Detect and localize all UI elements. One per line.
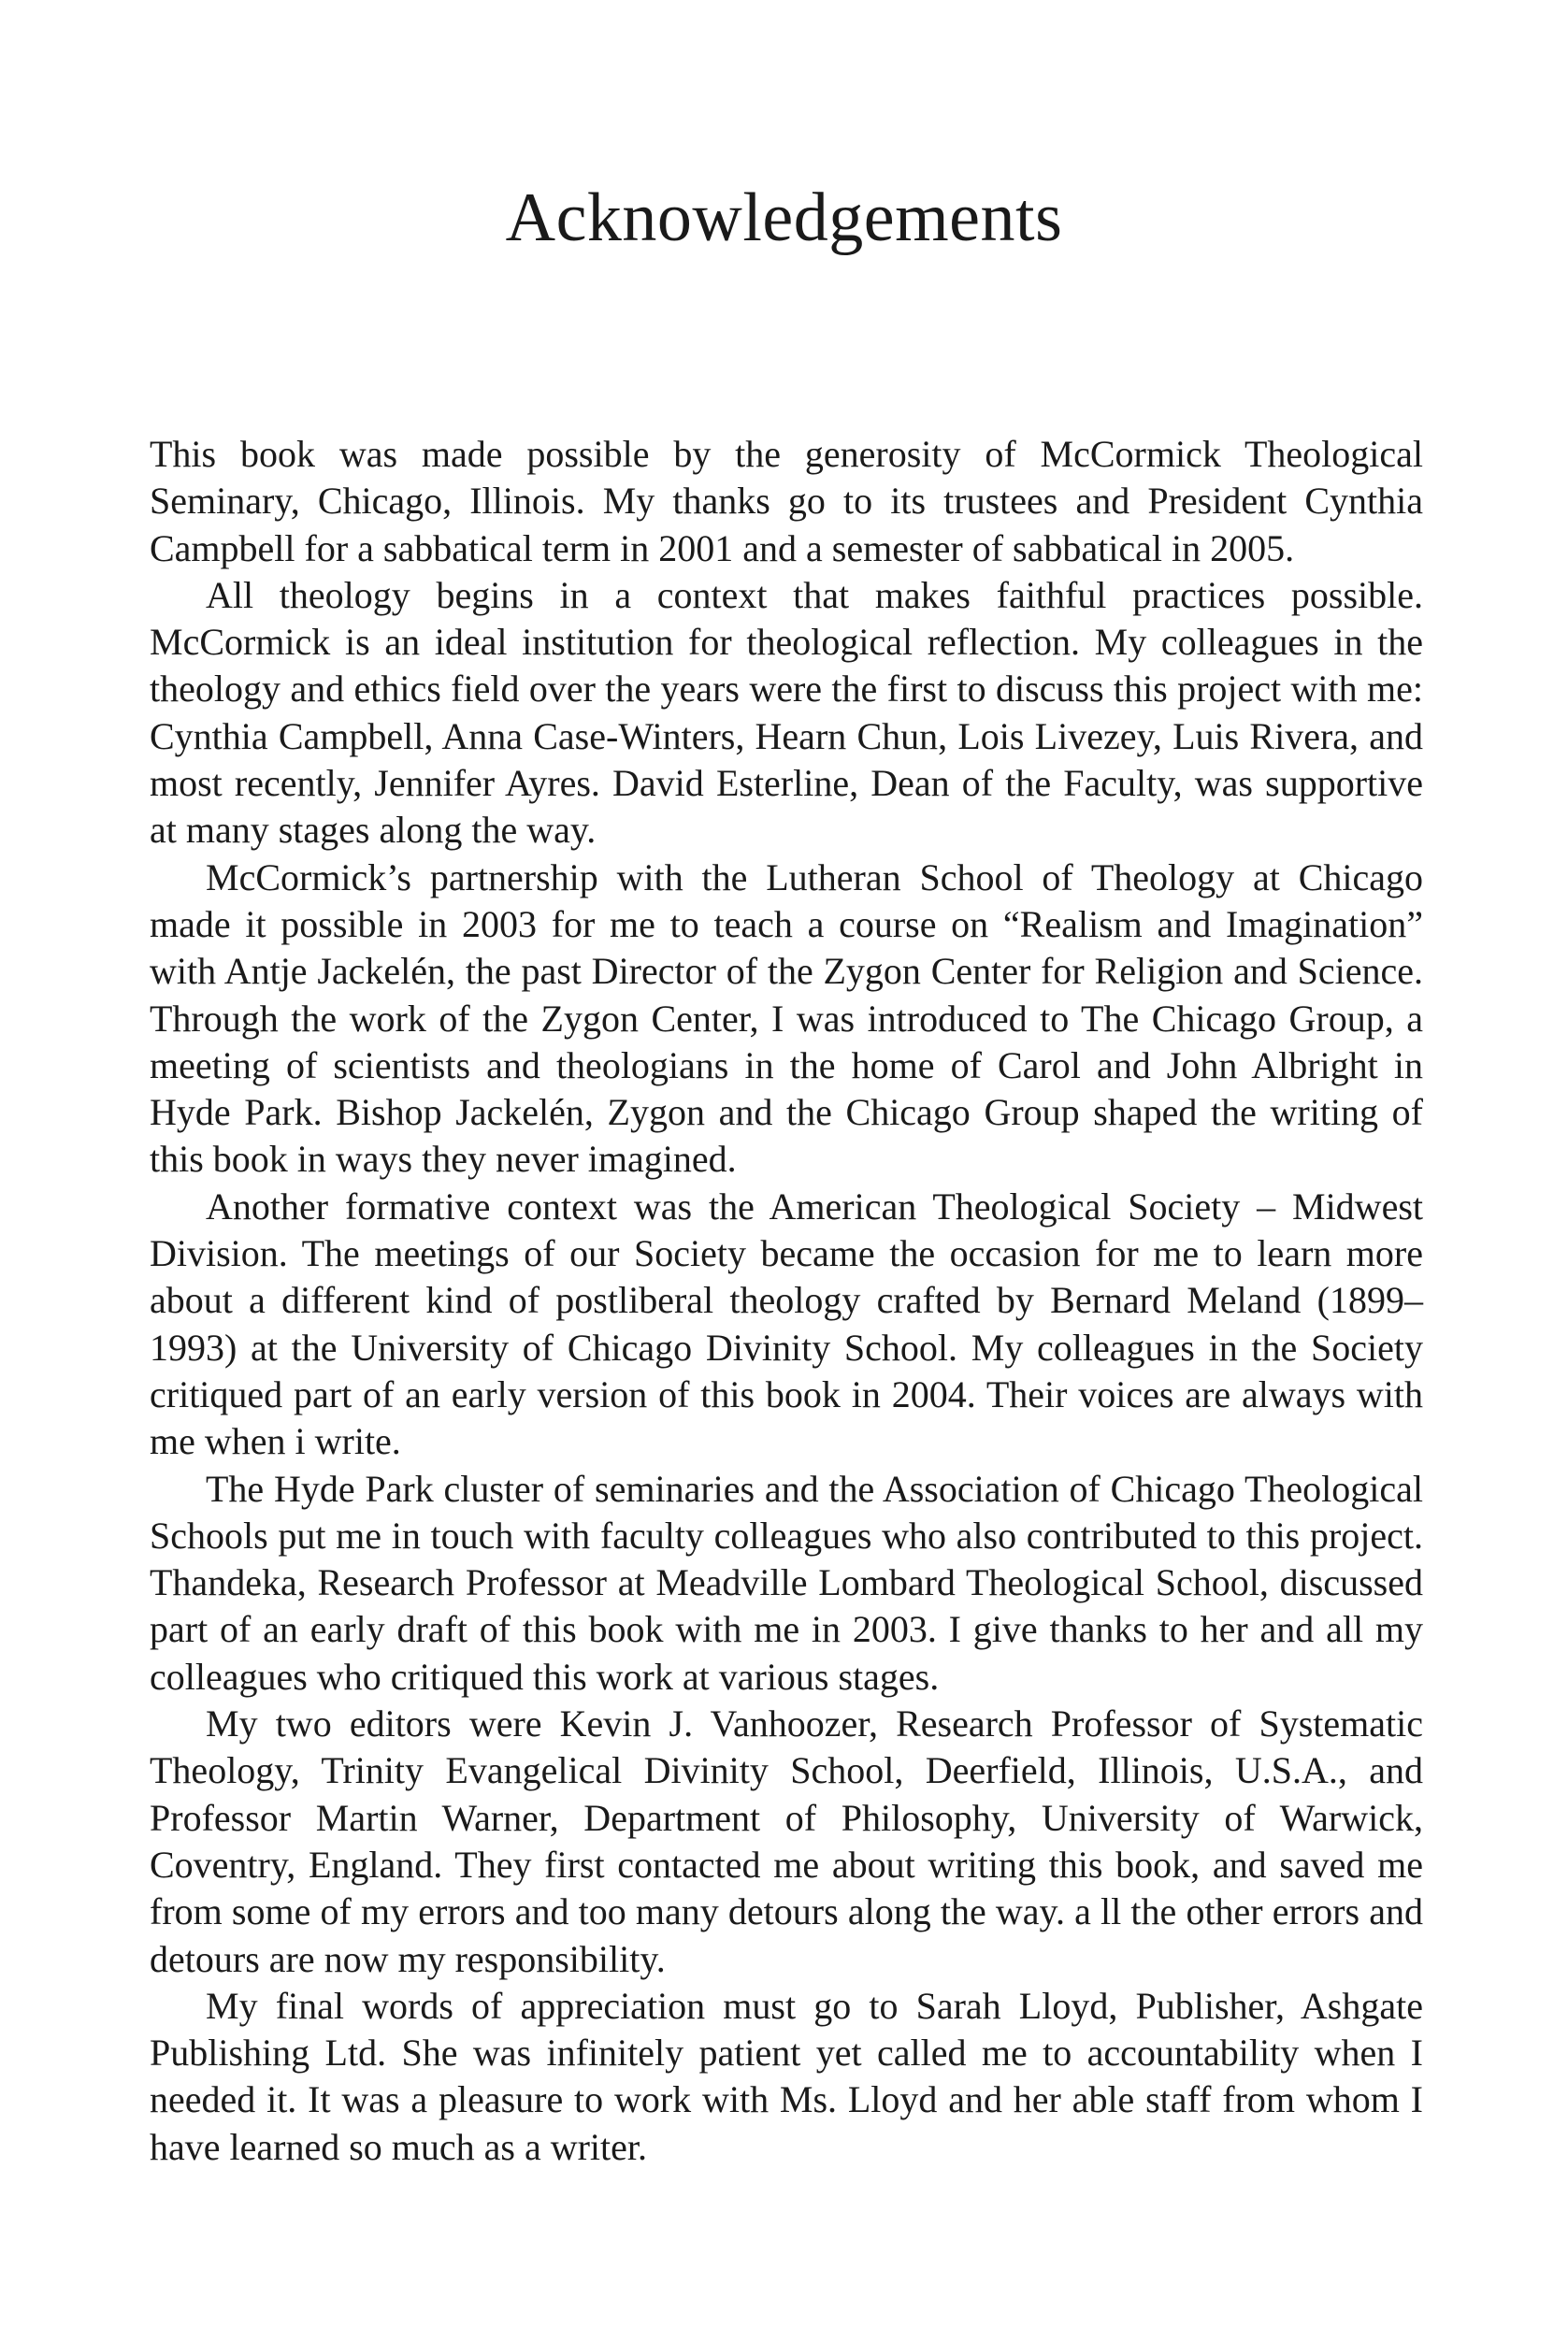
paragraph: My two editors were Kevin J. Vanhoozer, Research Professor of Systematic Theology, Trinity Evangelical Divinity School, Deerfield, Illinois, U.S.A., and Professor Martin Warner, Department of Philosophy, University of Warwick, Coventry, England. They first contacted me about writing this book, and saved me from some of my errors and too many detours along the way. a ll the other errors and detours are now my responsibility. <box>150 1702 1423 1980</box>
paragraph: The Hyde Park cluster of seminaries and the Association of Chicago Theological Schools put me in touch with faculty colleagues who also contributed to this project. Thandeka, Research Professor at Meadville Lombard Theological School, discussed part of an early draft of this book with me in 2003. I give thanks to her and all my colleagues who critiqued this work at various stages. <box>150 1467 1423 1698</box>
page-title: Acknowledgements <box>505 180 1063 256</box>
acknowledgements-body <box>150 431 1423 2171</box>
paragraph: My final words of appreciation must go to Sarah Lloyd, Publisher, Ashgate Publishing Ltd. She was infinitely patient yet called me to accountability when I needed it. It was a pleasure to work with Ms. Lloyd and her able staff from whom I have learned so much as a writer. <box>150 1984 1423 2168</box>
paragraph: Another formative context was the American Theological Society – Midwest Division. The meetings of our Society became the occasion for me to learn more about a different kind of postliberal theology crafted by Bernard Meland (1899–1993) at the University of Chicago Divinity School. My colleagues in the Society critiqued part of an early version of this book in 2004. Their voices are always with me when i write. <box>150 1185 1423 1463</box>
paragraph: All theology begins in a context that makes faithful practices possible. McCormick is an ideal institution for theological reflection. My colleagues in the theology and ethics field over the years were the first to discuss this project with me: Cynthia Campbell, Anna Case-Winters, Hearn Chun, Lois Livezey, Luis Rivera, and most recently, Jennifer Ayres. David Esterline, Dean of the Faculty, was supportive at many stages along the way. <box>150 573 1423 852</box>
paragraph: McCormick’s partnership with the Lutheran School of Theology at Chicago made it possible in 2003 for me to teach a course on “Realism and Imagination” with Antje Jackelén, the past Director of the Zygon Center for Religion and Science. Through the work of the Zygon Center, I was introduced to The Chicago Group, a meeting of scientists and theologians in the home of Carol and John Albright in Hyde Park. Bishop Jackelén, Zygon and the Chicago Group shaped the writing of this book in ways they never imagined. <box>150 855 1423 1181</box>
paragraph: This book was made possible by the generosity of McCormick Theological Seminary, Chicago, Illinois. My thanks go to its trustees and President Cynthia Campbell for a sabbatical term in 2001 and a semester of sabbatical in 2005. <box>150 433 1423 569</box>
